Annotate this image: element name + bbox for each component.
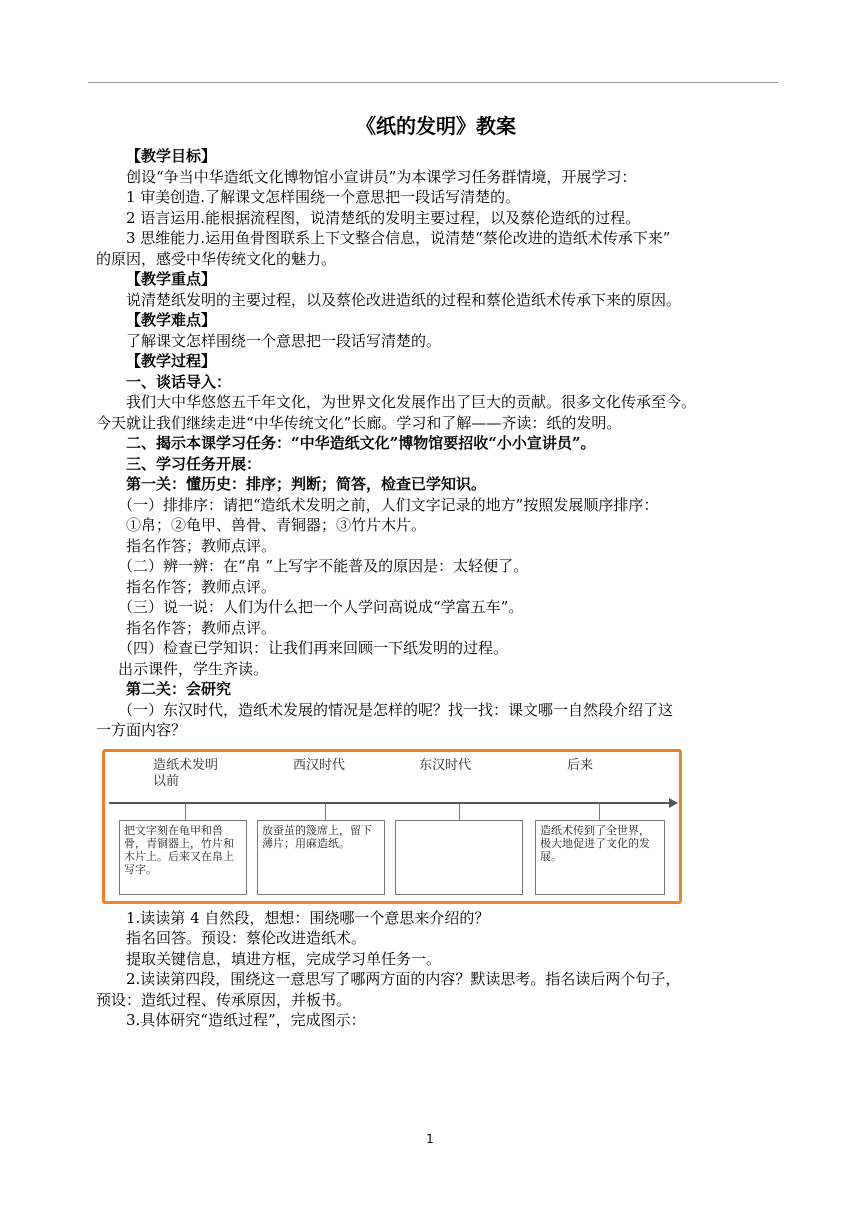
text-line: 1 审美创造.了解课文怎样围绕一个意思把一段话写清楚的。 <box>126 188 521 206</box>
timeline-label: 后来 <box>567 757 594 773</box>
text-line: 指名作答；教师点评。 <box>126 536 277 555</box>
text-line: 了解课文怎样围绕一个意思把一段话写清楚的。 <box>126 331 442 350</box>
timeline-tick <box>185 803 186 821</box>
text-line: 2.读读第四段，围绕这一意思写了哪两方面的内容？默读思考。指名读后两个句子， <box>126 970 681 988</box>
text-line: 2 语言运用.能根据流程图，说清楚纸的发明主要过程，以及蔡伦造纸的过程。 <box>126 208 641 227</box>
text-line: 【教学目标】 <box>126 147 217 165</box>
text-line: 今天就让我们继续走进“中华传统文化”长廊。学习和了解——齐读：纸的发明。 <box>96 413 622 432</box>
text-line: 我们大中华悠悠五千年文化，为世界文化发展作出了巨大的贡献。很多文化传承至今。 <box>126 393 697 411</box>
text-line: 一、谈话导入： <box>126 372 232 391</box>
text-line: 第一关：懂历史：排序；判断；简答，检查已学知识。 <box>126 475 487 493</box>
text-line: 指名作答；教师点评。 <box>126 577 277 596</box>
text-line: 出示课件，学生齐读。 <box>118 659 269 678</box>
text-line: （一）东汉时代，造纸术发展的情况是怎样的呢？找一找：课文哪一自然段介绍了这 <box>118 700 674 719</box>
document-body <box>96 108 776 1031</box>
text-line: （二）辨一辨：在“帛 ”上写字不能普及的原因是：太轻便了。 <box>118 557 529 575</box>
text-line: 3.具体研究“造纸过程”，完成图示： <box>126 1011 366 1029</box>
text-line: 指名回答。预设：蔡伦改进造纸术。 <box>126 929 367 947</box>
timeline-tick <box>459 803 460 821</box>
text-line: （三）说一说：人们为什么把一个人学问高说成“学富五车”。 <box>118 598 524 616</box>
text-line: 3 思维能力.运用鱼骨图联系上下文整合信息，说清楚“蔡伦改进的造纸术传承下来” <box>126 229 671 247</box>
timeline-label: 造纸术发明以前 <box>153 757 219 789</box>
text-line: ①帛；②龟甲、兽骨、青铜器；③竹片木片。 <box>126 516 427 534</box>
text-line: （四）检查已学知识：让我们再来回顾一下纸发明的过程。 <box>118 639 509 657</box>
text-line: 指名作答；教师点评。 <box>126 618 277 637</box>
text-line: 【教学重点】 <box>126 270 217 288</box>
timeline-label: 东汉时代 <box>419 757 472 773</box>
text-line: 预设：造纸过程、传承原因，并板书。 <box>96 990 352 1009</box>
timeline-box: 放蚕茧的篾席上，留下薄片；用麻造纸。 <box>257 820 385 895</box>
text-line: 一方面内容？ <box>96 721 187 739</box>
text-line: 【教学过程】 <box>126 352 217 370</box>
timeline-tick <box>325 803 326 821</box>
text-line: （一）排排序：请把“造纸术发明之前，人们文字记录的地方”按照发展顺序排序： <box>118 495 659 514</box>
document-title: 《纸的发明》教案 <box>356 114 516 138</box>
timeline-tick <box>599 803 600 821</box>
lesson-text-lower <box>96 908 776 1031</box>
text-line: 三、学习任务开展： <box>126 454 262 473</box>
header-rule <box>88 82 778 83</box>
timeline-box: 造纸术传到了全世界，极大地促进了文化的发展。 <box>535 820 665 895</box>
text-line: 1.读读第 4 自然段，想想：围绕哪一个意思来介绍的？ <box>126 908 490 927</box>
text-line: 【教学难点】 <box>126 311 217 329</box>
timeline-box: 把文字刻在龟甲和兽骨，青铜器上，竹片和木片上。后来又在帛上写字。 <box>119 820 247 895</box>
timeline-label: 西汉时代 <box>293 757 346 773</box>
lesson-text-upper <box>96 146 776 741</box>
text-line: 提取关键信息，填进方框，完成学习单任务一。 <box>126 949 442 968</box>
text-line: 第二关：会研究 <box>126 680 232 698</box>
arrow-right-icon <box>669 798 678 808</box>
text-line: 的原因，感受中华传统文化的魅力。 <box>96 249 337 268</box>
timeline-axis <box>109 802 669 804</box>
timeline-figure <box>102 749 682 904</box>
text-line: 创设“争当中华造纸文化博物馆小宣讲员”为本课学习任务群情境，开展学习： <box>126 167 637 186</box>
timeline-box-empty <box>395 820 523 895</box>
text-line: 二、揭示本课学习任务：“中华造纸文化”博物馆要招收“小小宣讲员”。 <box>126 434 596 452</box>
text-line: 说清楚纸发明的主要过程，以及蔡伦改进造纸的过程和蔡伦造纸术传承下来的原因。 <box>126 290 682 309</box>
page-number: 1 <box>426 1132 434 1146</box>
